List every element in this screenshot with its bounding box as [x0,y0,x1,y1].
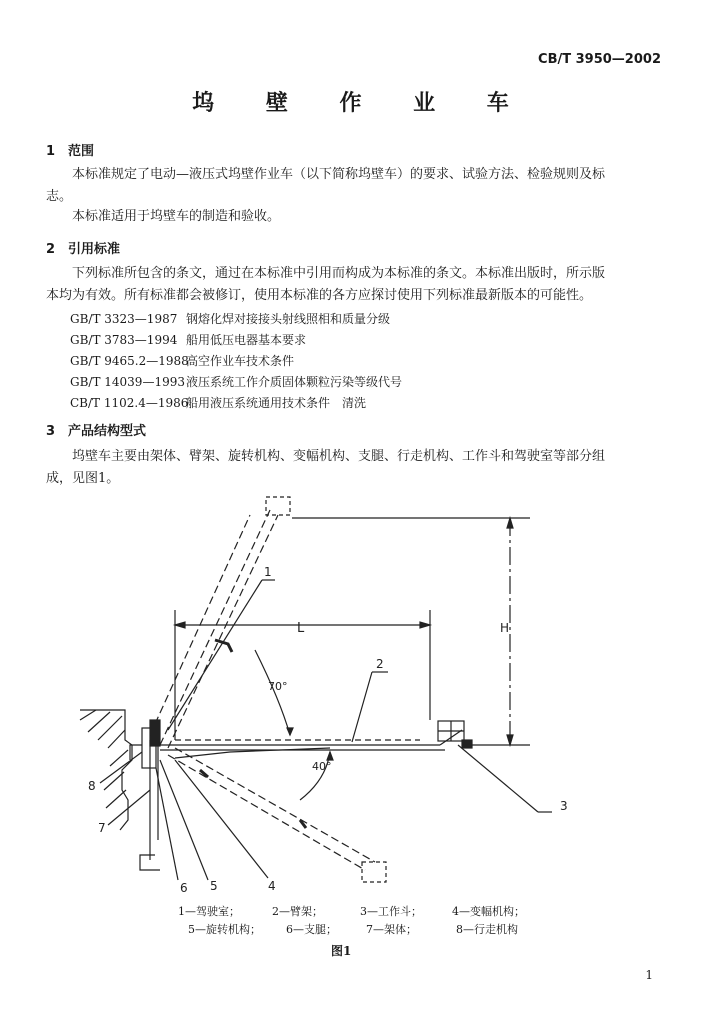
reference-code: CB/T 1102.4—1986 [70,396,189,410]
callout-7: 7 [98,821,106,835]
section-title: 产品结构型式 [68,424,147,439]
callout-8: 8 [88,779,96,793]
callout-6: 6 [180,881,188,895]
boom-raised-position [150,510,278,748]
callout-3: 3 [560,799,568,813]
section-title: 引用标准 [68,242,121,257]
reference-title: 钢熔化焊对接接头射线照相和质量分级 [186,312,391,326]
bucket-raised-position [266,497,290,515]
section-1-paragraph-line: 本标准规定了电动—液压式坞壁作业车（以下简称坞壁车）的要求、试验方法、检验规则及标 [72,167,606,182]
frame-body [130,720,160,870]
section-number: 3 [46,424,56,439]
section-3-paragraph-line: 坞壁车主要由架体、臂架、旋转机构、变幅机构、支腿、行走机构、工作斗和驾驶室等部分组 [72,449,606,464]
reference-title: 液压系统工作介质固体颗粒污染等级代号 [186,375,403,389]
section-1-paragraph-line: 志。 [46,189,73,204]
reference-code: GB/T 9465.2—1988 [70,354,189,368]
document-title: 坞 壁 作 业 车 [192,91,531,116]
reference-code: GB/T 3323—1987 [70,312,178,326]
reference-title: 高空作业车技术条件 [186,354,295,368]
figure-caption: 图1 [331,944,352,958]
bucket-lowered-position [362,862,386,882]
callout-2: 2 [376,657,384,671]
standard-number: CB/T 3950—2002 [538,52,661,67]
boom-horizontal [160,730,462,758]
section-number: 2 [46,242,56,257]
label-angle-70: 70° [268,680,288,693]
legend-item: 1—驾驶室； [178,905,240,918]
page-number: 1 [645,968,653,982]
section-3-paragraph-line: 成，见图1。 [46,471,120,486]
reference-code: GB/T 14039—1993 [70,375,185,389]
label-l: L [297,621,305,636]
section-title: 范围 [68,144,95,159]
callout-4: 4 [268,879,276,893]
callout-1: 1 [264,565,272,579]
legend-item: 5—旋转机构； [188,923,261,936]
legend-item: 7—架体； [366,923,417,936]
reference-code: GB/T 3783—1994 [70,333,178,347]
legend-item: 6—支腿； [286,923,337,936]
boom-lowered-position [168,748,375,870]
label-h: H [500,621,510,635]
legend-item: 4—变幅机构； [452,905,525,918]
section-2-paragraph-line: 下列标准所包含的条文，通过在本标准中引用而构成为本标准的条文。本标准出版时，所示版 [72,266,606,281]
reference-title: 船用低压电器基本要求 [186,333,307,347]
section-2-paragraph-line: 本均为有效。所有标准都会被修订，使用本标准的各方应探讨使用下列标准最新版本的可能性。 [46,288,593,303]
legend-item: 3—工作斗； [360,905,422,918]
reference-title: 船用液压系统通用技术条件 清洗 [186,396,367,410]
section-1-paragraph: 本标准适用于坞壁车的制造和验收。 [72,209,281,224]
callout-5: 5 [210,879,218,893]
label-angle-40: 40° [312,760,332,773]
dimension-h [292,518,530,745]
legend-item: 8—行走机构 [456,923,518,936]
section-number: 1 [46,144,56,159]
legend-item: 2—臂架； [272,905,323,918]
